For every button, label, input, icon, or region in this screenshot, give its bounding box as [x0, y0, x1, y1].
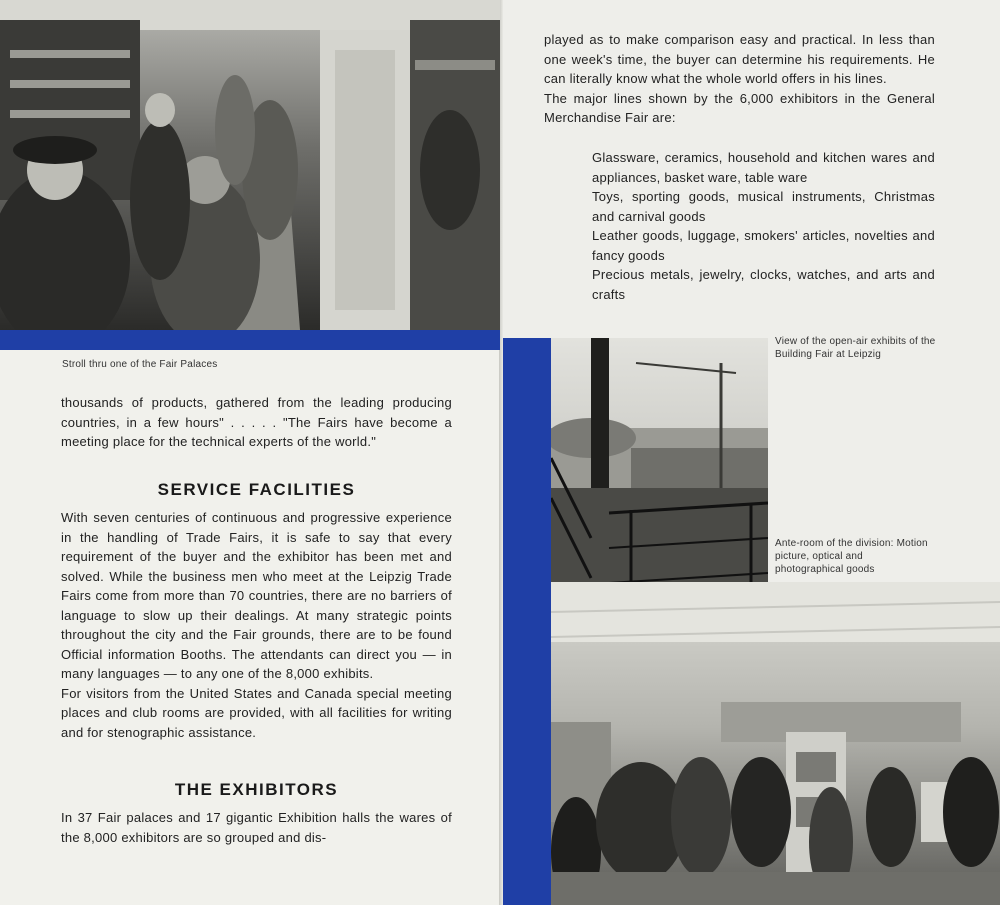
lines-intro: The major lines shown by the 6,000 exhibitors in the General Merchandise Fair are:	[544, 90, 935, 125]
service-paragraph-2: For visitors from the United States and Canada special meeting places and club rooms are provided, with all facilities for writing and for stenographic assistance.	[61, 685, 452, 740]
merchandise-line: Glassware, ceramics, household and kitchen wares and appliances, basket ware, table ware	[592, 150, 935, 185]
fair-palace-photo	[0, 0, 500, 330]
merchandise-line: Leather goods, luggage, smokers' articles, novelties and fancy goods	[592, 228, 935, 263]
merchandise-line: Precious metals, jewelry, clocks, watches, and arts and crafts	[592, 267, 935, 302]
ante-room-caption: Ante-room of the division: Motion picture, optical and photographical goods	[775, 538, 928, 575]
merchandise-line: Toys, sporting goods, musical instruments, Christmas and carnival goods	[592, 189, 935, 224]
intro-paragraph	[61, 393, 452, 452]
blue-band-vertical	[503, 338, 551, 905]
continued-paragraph	[544, 30, 935, 128]
continued-text: played as to make comparison easy and practical. In less than one week's time, the buyer can determine his requirements. He can literally know what the whole world offers in his lines.	[544, 32, 935, 86]
exhibitors-text: In 37 Fair palaces and 17 gigantic Exhibition halls the wares of the 8,000 exhibitors are so grouped and dis-	[61, 810, 452, 845]
intro-text: thousands of products, gathered from the leading producing countries, in a few hours" . . . . . "The Fairs have become a meeting place for the technical experts of the world."	[61, 395, 452, 449]
service-facilities-heading: SERVICE FACILITIES	[157, 480, 356, 499]
building-fair-caption: View of the open-air exhibits of the Building Fair at Leipzig	[775, 336, 936, 360]
blue-band-horizontal	[0, 330, 500, 350]
building-fair-photo	[551, 338, 768, 620]
service-paragraphs	[61, 508, 452, 742]
ante-room-photo	[551, 582, 1000, 905]
fair-palace-caption: Stroll thru one of the Fair Palaces	[62, 359, 218, 370]
service-paragraph-1: With seven centuries of continuous and progressive experience in the handling of Trade Fairs, it is safe to say that every requirement of the buyer and the exhibitor has been met and solved. While the business men who meet at the Leipzig Trade Fairs come from more than 70 countries, there are no barriers of language to slow up their dealings. At many strategic points throughout the city and the Fair grounds, there are to be found Official information Booths. The attendants can direct you — in many languages — to any one of the 8,000 exhibits.	[61, 510, 452, 681]
merchandise-lines	[592, 148, 935, 304]
exhibitors-paragraph	[61, 808, 452, 847]
exhibitors-heading: THE EXHIBITORS	[174, 780, 339, 799]
